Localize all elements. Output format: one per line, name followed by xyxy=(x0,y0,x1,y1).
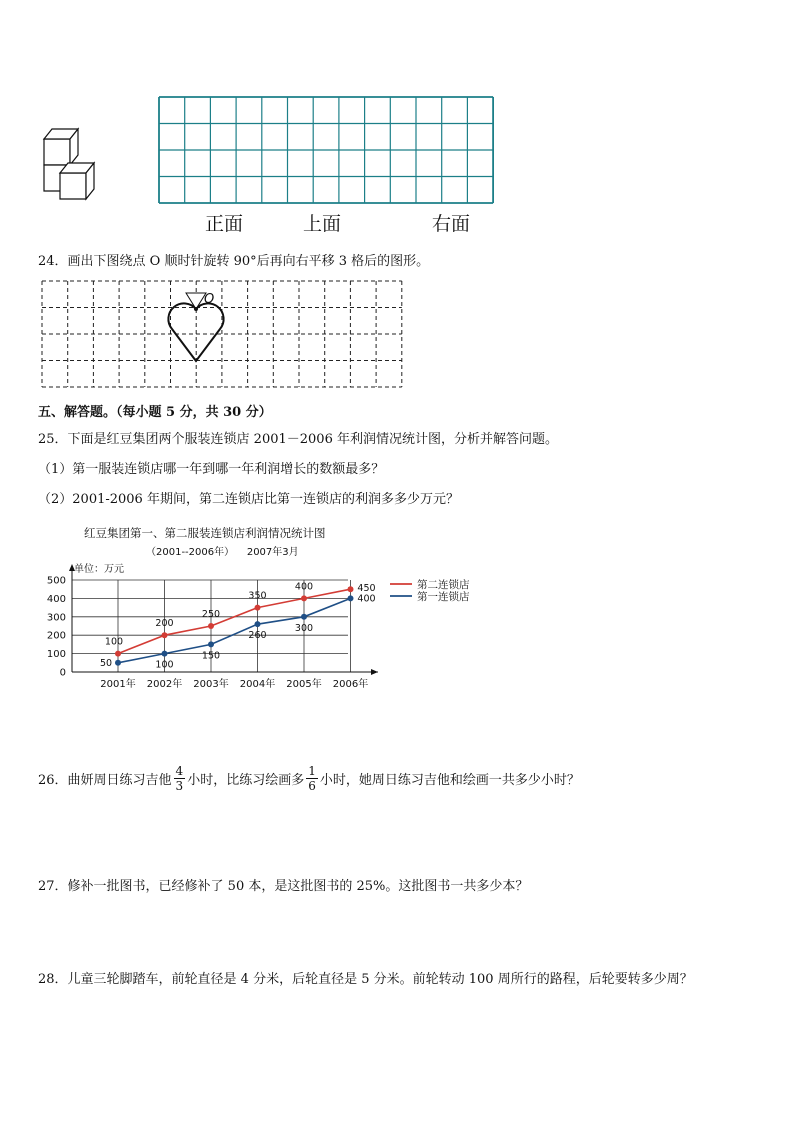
chart-y-tick-label: 400 xyxy=(46,593,66,605)
point-o-label: O xyxy=(204,292,215,307)
chart-subtitle: （2001--2006年） 2007年3月 xyxy=(146,547,299,558)
chart-data-label: 150 xyxy=(201,650,221,662)
chart-y-tick-label: 300 xyxy=(46,612,66,624)
chart-data-point xyxy=(115,651,121,657)
chart-x-tick-label: 2005年 xyxy=(286,679,322,690)
chart-data-point xyxy=(348,595,354,601)
question-25-part1: （1）第一服装连锁店哪一年到哪一年利润增长的数额最多？ xyxy=(38,462,385,477)
question-27: 27．修补一批图书，已经修补了 50 本，是这批图书的 25%。这批图书一共多少本？ xyxy=(38,879,529,894)
right-view-label: 右面 xyxy=(432,213,471,235)
question-25: 25．下面是红豆集团两个服装连锁店 2001－2006 年利润情况统计图，分析并解答问题。 xyxy=(38,432,558,447)
fraction-denominator: 3 xyxy=(175,779,184,793)
chart-data-label: 400 xyxy=(357,593,376,605)
question-25-part2: （2）2001-2006 年期间，第二连锁店比第一连锁店的利润多多少万元？ xyxy=(38,492,459,507)
chart-series-line xyxy=(118,589,351,653)
chart-x-tick-label: 2003年 xyxy=(193,679,229,690)
chart-data-label: 200 xyxy=(155,618,174,630)
chart-data-point xyxy=(301,614,307,620)
chart-y-tick-label: 500 xyxy=(46,575,66,587)
view-grid xyxy=(158,96,496,206)
cube-figure xyxy=(40,125,112,203)
chart-x-tick-label: 2004年 xyxy=(239,679,276,690)
chart-y-tick-label: 0 xyxy=(59,667,66,679)
q26-suffix: 小时，她周日练习吉他和绘画一共多少小时？ xyxy=(319,773,580,788)
point-o xyxy=(194,307,198,311)
question-26 xyxy=(38,764,580,793)
chart-x-axis-arrow xyxy=(371,669,378,675)
chart-legend-label: 第一连锁店 xyxy=(417,591,470,603)
profit-line-chart xyxy=(38,520,498,695)
fraction-4-3 xyxy=(174,764,186,793)
chart-data-point xyxy=(208,623,214,629)
chart-x-tick-label: 2006年 xyxy=(332,679,369,690)
chart-data-point xyxy=(255,621,261,627)
chart-y-tick-label: 100 xyxy=(46,649,66,661)
fraction-denominator: 6 xyxy=(308,779,316,793)
chart-data-label: 250 xyxy=(201,609,221,620)
front-view-label: 正面 xyxy=(205,213,244,235)
chart-data-point xyxy=(348,586,354,592)
top-view-label: 上面 xyxy=(303,213,342,235)
chart-data-label: 100 xyxy=(155,659,174,671)
chart-data-label: 260 xyxy=(248,630,267,642)
chart-data-label: 100 xyxy=(104,636,124,648)
q26-prefix: 26．曲妍周日练习吉他 xyxy=(38,773,172,788)
chart-legend-label: 第二连锁店 xyxy=(417,579,470,591)
chart-data-point xyxy=(301,595,307,601)
chart-x-tick-label: 2001年 xyxy=(100,679,136,690)
chart-data-point xyxy=(208,641,214,647)
chart-data-point xyxy=(255,605,261,611)
chart-data-label: 50 xyxy=(99,657,113,669)
chart-title: 红豆集团第一、第二服装连锁店利润情况统计图 xyxy=(84,526,326,540)
chart-data-label: 350 xyxy=(248,590,267,602)
chart-x-tick-label: 2002年 xyxy=(146,679,183,690)
fraction-1-6 xyxy=(306,764,318,793)
question-24: 24．画出下图绕点 O 顺时针旋转 90°后再向右平移 3 格后的图形。 xyxy=(38,254,430,269)
chart-data-point xyxy=(162,651,168,657)
section-5-title: 五、解答题。（每小题 5 分，共 30 分） xyxy=(38,405,272,420)
rotation-marker xyxy=(186,293,206,309)
chart-data-label: 450 xyxy=(357,583,376,595)
fraction-numerator: 1 xyxy=(308,764,316,778)
chart-data-point xyxy=(162,632,168,638)
chart-y-unit: 单位：万元 xyxy=(74,564,124,575)
chart-y-tick-label: 200 xyxy=(46,630,66,642)
heart-dotted-grid xyxy=(40,279,404,391)
chart-data-point xyxy=(115,660,121,666)
q26-middle: 小时，比练习绘画多 xyxy=(187,773,305,788)
fraction-numerator: 4 xyxy=(175,764,184,778)
question-28: 28．儿童三轮脚踏车，前轮直径是 4 分米，后轮直径是 5 分米。前轮转动 100 周所行的路程，后轮要转多少周？ xyxy=(38,972,693,987)
chart-data-label: 400 xyxy=(294,581,314,593)
chart-series-line xyxy=(118,598,351,662)
chart-data-label: 300 xyxy=(294,622,314,634)
